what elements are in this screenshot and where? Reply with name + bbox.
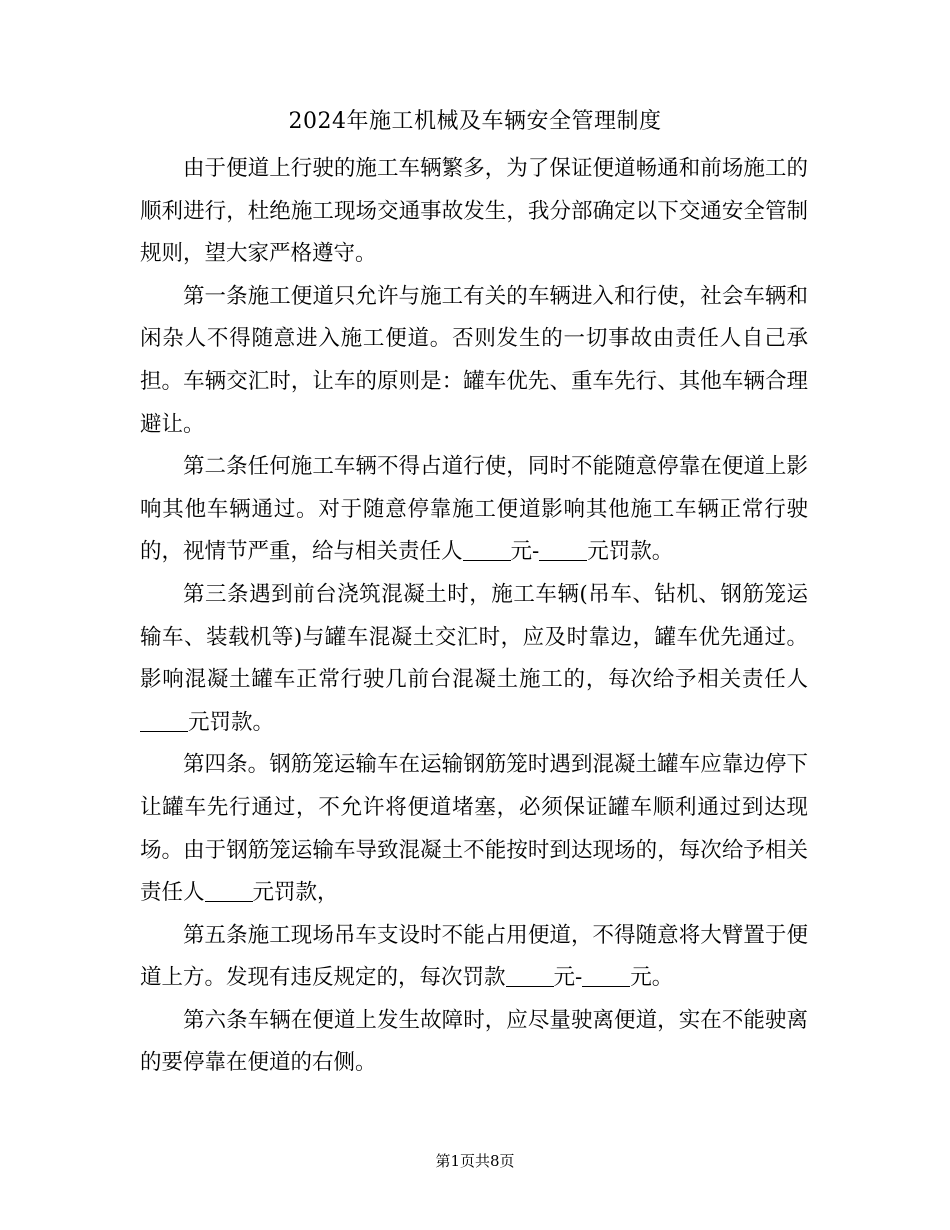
intro-paragraph: 由于便道上行驶的施工车辆繁多，为了保证便道畅通和前场施工的顺利进行，杜绝施工现场交通事故发生，我分部确定以下交通安全管制规则，望大家严格遵守。	[140, 156, 808, 267]
fill-in-blank	[506, 965, 554, 988]
article-3-text-2: 元罚款。	[188, 709, 275, 735]
article-4-text-2: 元罚款，	[252, 880, 339, 906]
article-2-text-2: 元-	[510, 539, 540, 565]
article-5-paragraph	[140, 915, 808, 1000]
article-5-text-1: 第五条施工现场吊车支设时不能占用便道，不得随意将大臂置于便道上方。发现有违反规定的，每次罚款	[140, 922, 808, 991]
fill-in-blank	[463, 539, 511, 562]
article-3-text-1: 第三条遇到前台浇筑混凝土时，施工车辆(吊车、钻机、钢筋笼运输车、装载机等)与罐车混凝土交汇时，应及时靠边，罐车优先通过。影响混凝土罐车正常行驶几前台混凝土施工的，每次给予相关责任人	[140, 581, 808, 693]
article-5-text-2: 元-	[553, 965, 583, 991]
article-1-paragraph: 第一条施工便道只允许与施工有关的车辆进入和行使，社会车辆和闲杂人不得随意进入施工便道。否则发生的一切事故由责任人自己承担。车辆交汇时，让车的原则是：罐车优先、重车先行、其他车辆合理避让。	[140, 283, 808, 437]
article-2-text-3: 元罚款。	[587, 539, 674, 565]
page-number-footer: 第1页共8页	[435, 1152, 515, 1170]
document-title: 2024年施工机械及车辆安全管理制度	[288, 109, 662, 134]
fill-in-blank	[539, 539, 587, 562]
article-5-text-3: 元。	[630, 965, 674, 991]
fill-in-blank	[140, 709, 188, 732]
article-4-paragraph	[140, 744, 808, 914]
fill-in-blank	[582, 965, 630, 988]
article-6-paragraph: 第六条车辆在便道上发生故障时，应尽量驶离便道，实在不能驶离的要停靠在便道的右侧。	[140, 1007, 808, 1076]
article-2-text-1: 第二条任何施工车辆不得占道行使，同时不能随意停靠在便道上影响其他车辆通过。对于随意停靠施工便道影响其他施工车辆正常行驶的，视情节严重，给与相关责任人	[140, 454, 808, 565]
article-2-paragraph	[140, 446, 808, 574]
fill-in-blank	[205, 880, 253, 903]
article-3-paragraph	[140, 574, 808, 744]
article-4-text-1: 第四条。钢筋笼运输车在运输钢筋笼时遇到混凝土罐车应靠边停下让罐车先行通过，不允许将便道堵塞，必须保证罐车顺利通过到达现场。由于钢筋笼运输车导致混凝土不能按时到达现场的，每次给予相关责任人	[140, 752, 808, 906]
document-body	[140, 148, 808, 1085]
